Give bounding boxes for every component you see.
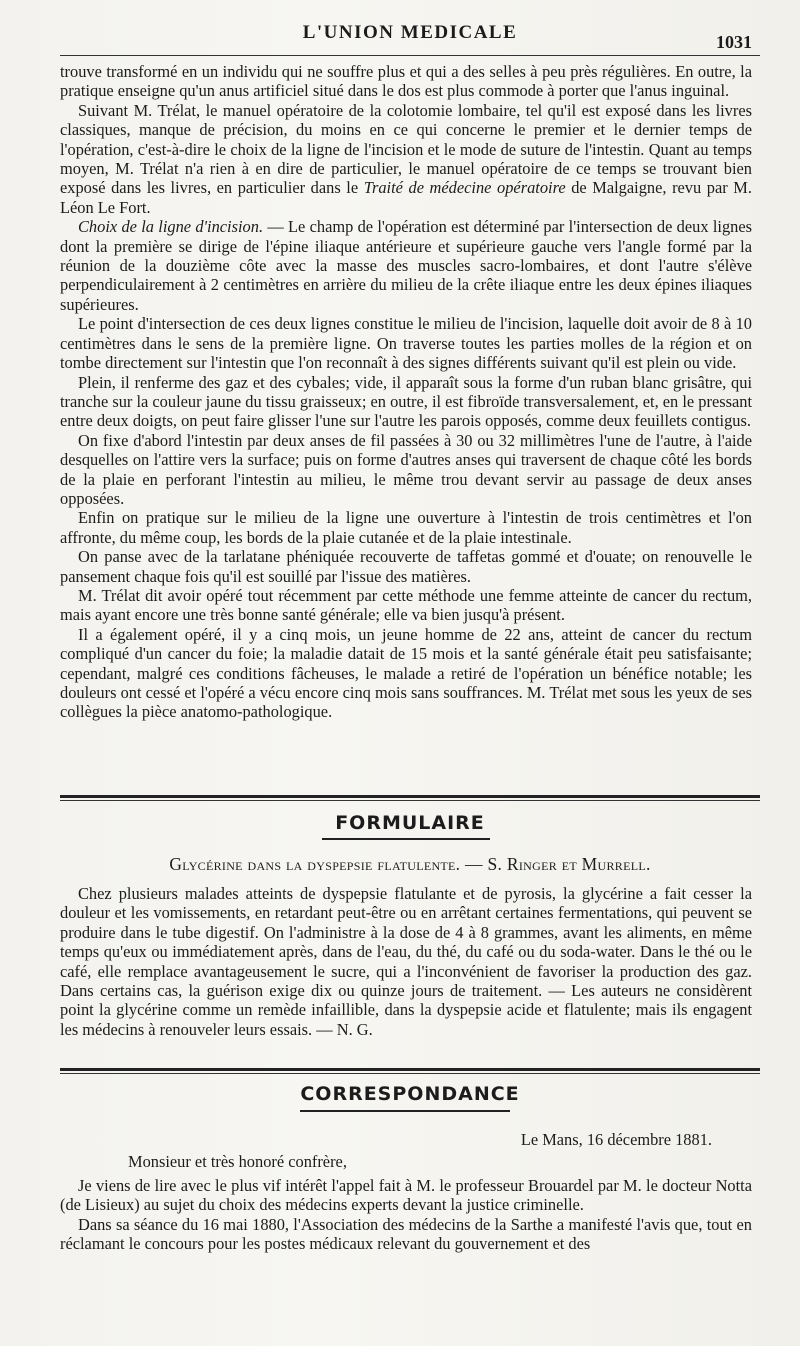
letter-salutation: Monsieur et très honoré confrère, <box>128 1152 347 1171</box>
heading-underline <box>300 1110 510 1112</box>
paragraph: M. Trélat dit avoir opéré tout récemment par cette méthode une femme atteinte de cancer du rectum, mais ayant encore une très bonne santé générale; elle va bien jusqu'à présent. <box>60 585 752 625</box>
header-rule <box>60 55 760 56</box>
section-divider <box>60 1068 760 1071</box>
paragraph: trouve transformé en un individu qui ne souffre plus et qui a des selles à peu près régulières. En outre, la pratique enseigne qu'un anus artificiel situé dans le dos est plus commode à porter que l'anus inguinal. <box>60 62 752 101</box>
running-header <box>60 22 760 52</box>
subsection-title: Choix de la ligne d'incision. <box>78 217 264 237</box>
section-divider <box>60 800 760 801</box>
book-title: Traité de médecine opératoire <box>363 178 566 198</box>
page-number: 1031 <box>716 32 752 52</box>
paragraph: On panse avec de la tarlatane phéniquée recouverte de taffetas gommé et d'ouate; on renouvelle le pansement chaque fois qu'il est souillé par l'issue des matières. <box>60 547 752 586</box>
formulaire-subheading <box>60 854 760 875</box>
paragraph <box>60 101 752 217</box>
paragraph-text: Suivant M. Trélat, le manuel opératoire de la colotomie lombaire, tel qu'il est exposé dans les livres classiques, manque de précision, du moins en ce qui concerne le premier et le dernier temps de l'opération, c'est-à-dire le choix de la ligne de l'incision et le mode de suture de l'intestin. Quant au temps moyen, M. Trélat n'a rien à en dire de particulier, le manuel opératoire de ce temps se trouvant bien exposé dans les livres, en particulier dans le <box>60 100 752 198</box>
section-divider <box>60 795 760 798</box>
section-divider <box>60 1073 760 1074</box>
article-body <box>60 62 752 722</box>
paragraph: Le point d'intersection de ces deux lignes constitue le milieu de l'incision, laquelle doit avoir de 8 à 10 centimètres dans le sens de la première ligne. On traverse toutes les parties molles de la région et on tombe directement sur l'intestin que l'on reconnaît à des signes différents suivant qu'il est plein ou vide. <box>60 314 752 373</box>
paragraph: Chez plusieurs malades atteints de dyspepsie flatulante et de pyrosis, la glycérine a fait cesser la douleur et les vomissements, en retardant peut-être ou en arrêtant certaines fermentations, qui peuvent se produire dans le tube digestif. On l'administre à la dose de 4 à 8 grammes, avant les aliments, en même temps qu'eux ou immédiatement après, dans de l'eau, du thé, du café ou du soda-water. Dans le thé ou le café, elle remplace avantageusement le sucre, qui a l'inconvénient de favoriser la production des gaz. Dans certains cas, la guérison exige dix ou quinze jours de traitement. — Les auteurs ne considèrent point la glycérine comme un remède infaillible, dans la dyspepsie acide et flatulente; mais ils engagent les médecins à renouveler leurs essais. — N. G. <box>60 884 752 1039</box>
paragraph: Dans sa séance du 16 mai 1880, l'Association des médecins de la Sarthe a manifesté l'avis que, tout en réclamant le concours pour les postes médicaux relevant du gouvernement et des <box>60 1214 752 1254</box>
formulaire-heading: FORMULAIRE <box>335 812 485 834</box>
paragraph <box>60 217 752 314</box>
journal-title: L'UNION MEDICALE <box>302 22 518 43</box>
paragraph-text: de Malgaigne, revu par M. Léon Le Fort. <box>60 178 752 217</box>
heading-underline <box>322 838 490 840</box>
paragraph-text: — Le champ de l'opération est déterminé par l'intersection de deux lignes dont la première se dirige de l'épine iliaque antérieure et supérieure gauche vers l'angle formé par la réunion de la douzième côte avec la masse des muscles sacro-lombaires, et dont l'autre s'élève perpendiculairement à 2 centimètres en arrière du milieu de la crête iliaque entre les deux épines iliaques supérieures. <box>60 217 752 314</box>
paragraph: On fixe d'abord l'intestin par deux anses de fil passées à 30 ou 32 millimètres l'une de l'autre, à l'aide desquelles on l'attire vers la surface; puis on forme d'autres anses qui traversent de chaque côté les bords de la plaie en perforant l'intestin au milieu, le même trou devant servir au passage de deux anses opposées. <box>60 430 752 508</box>
paragraph: Enfin on pratique sur le milieu de la ligne une ouverture à l'intestin de trois centimètres et l'on affronte, du même coup, les bords de la plaie cutanée et de la plaie intestinale. <box>60 508 752 547</box>
formulaire-body <box>60 884 752 1039</box>
subheading-text: Glycérine dans la dyspepsie flatulente. <box>169 854 461 874</box>
letter-dateline: Le Mans, 16 décembre 1881. <box>520 1130 712 1149</box>
letter-body <box>60 1176 752 1254</box>
subheading-authors: — S. Ringer et Murrell. <box>460 854 651 874</box>
paragraph: Je viens de lire avec le plus vif intérêt l'appel fait à M. le professeur Brouardel par M. le docteur Notta (de Lisieux) au sujet du choix des médecins experts devant la justice criminelle. <box>60 1176 752 1215</box>
paragraph: Plein, il renferme des gaz et des cybales; vide, il apparaît sous la forme d'un ruban blanc grisâtre, qui tranche sur la couleur jaune du tissu graisseux; en outre, il est fibroïde transversalement, et, en le pressant entre deux doigts, on peut faire glisser l'une sur l'autre les parois opposés, comme deux feuillets contigus. <box>60 372 752 431</box>
correspondance-heading: CORRESPONDANCE <box>300 1083 520 1105</box>
paragraph: Il a également opéré, il y a cinq mois, un jeune homme de 22 ans, atteint de cancer du rectum compliqué d'un cancer du foie; la maladie datait de 15 mois et la santé générale était peu satisfaisante; cependant, malgré ces conditions fâcheuses, le malade a retiré de l'opération un bénéfice notable; les douleurs ont cessé et l'opéré a vécu encore cinq mois sans souffrances. M. Trélat met sous les yeux de ses collègues la pièce anatomo-pathologique. <box>60 624 752 722</box>
